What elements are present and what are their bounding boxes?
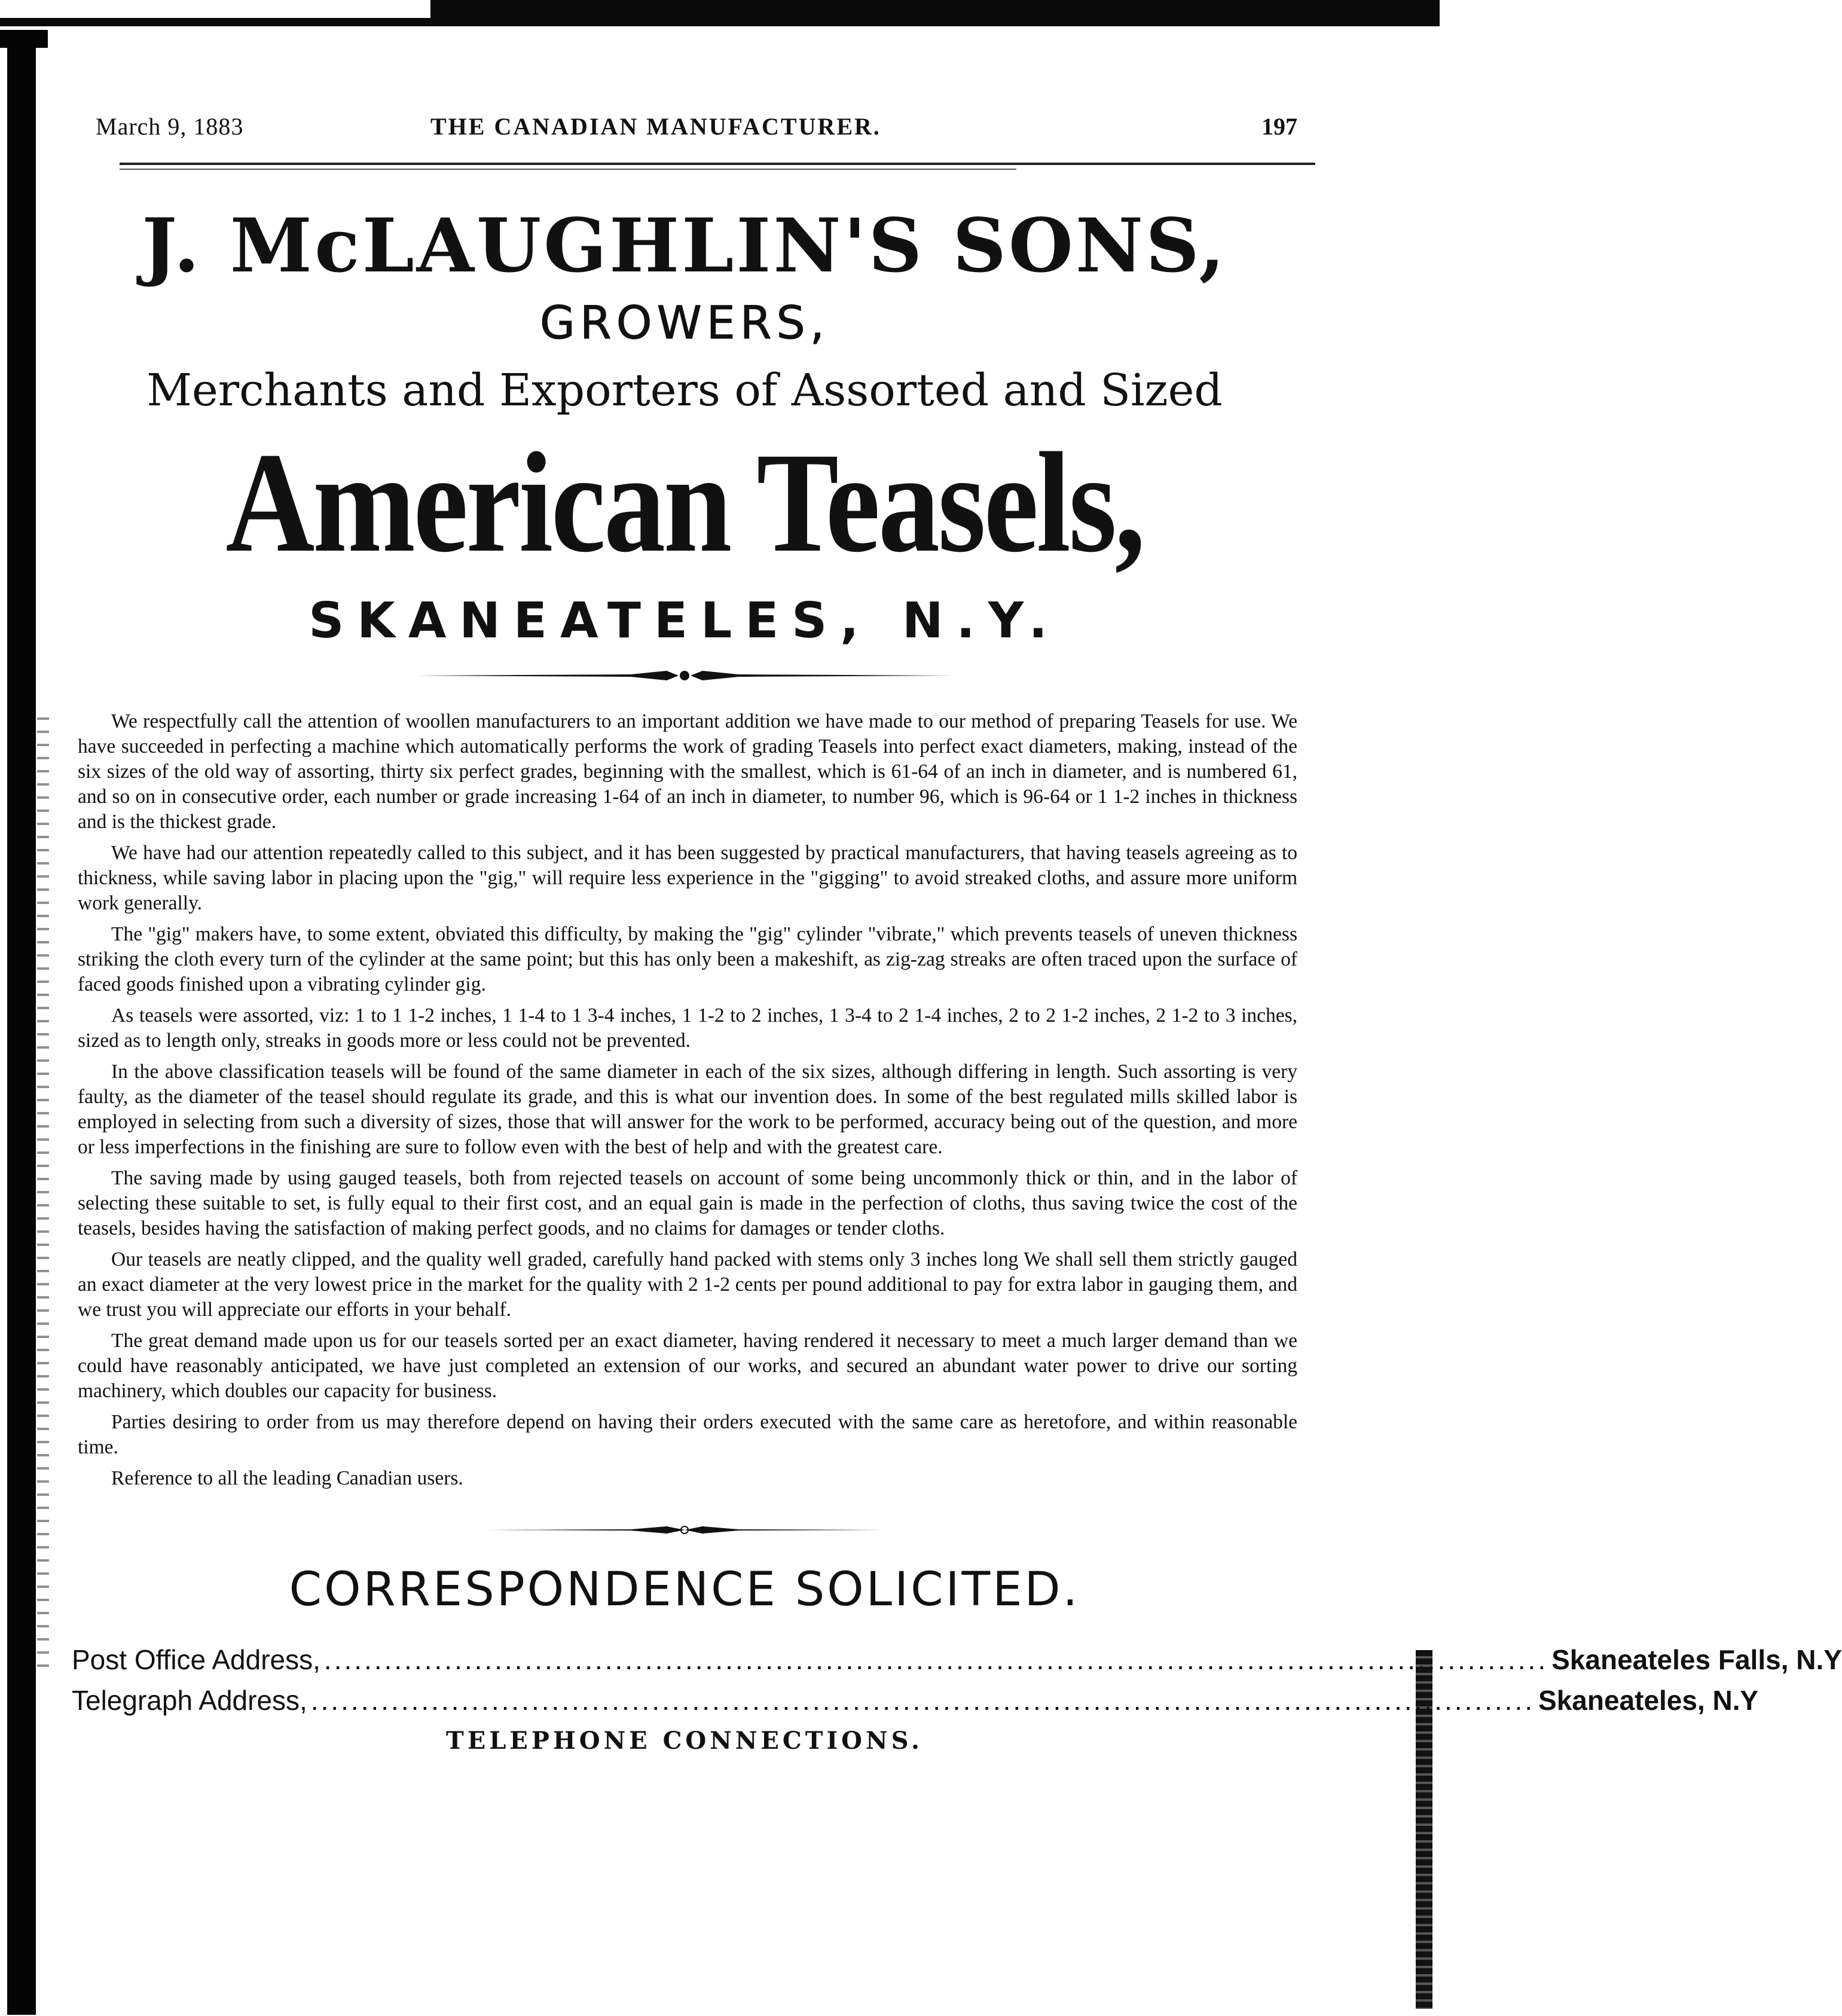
merchants-line: Merchants and Exporters of Assorted and Sized xyxy=(146,365,1223,416)
header-publication: THE CANADIAN MANUFACTURER. xyxy=(430,113,881,140)
leader-dots: .......................................................................................................................... xyxy=(323,1644,1548,1675)
body-paragraph: We respectfully call the attention of woollen manufacturers to an important addition we have made to our method of preparing Teasels for use. We have succeeded in perfecting a machine which automatically performs the work of grading Teasels into perfect exact diameters, making, instead of the six sizes of the old way of assorting, thirty six perfect grades, beginning with the smallest, which is 61-64 of an inch in diameter, and is numbered 61, and so on in consecutive order, each number or grade increasing 1-64 of an inch in diameter, to number 96, which is 96-64 or 1 1-2 inches in thickness and is the thickest grade. xyxy=(78,710,1297,833)
telegraph-address-row xyxy=(72,1680,1759,1721)
body-paragraph: Parties desiring to order from us may therefore depend on having their orders executed with the same care as heretofore, and within reasonable time. xyxy=(78,1411,1297,1458)
post-office-label: Post Office Address, xyxy=(72,1644,320,1675)
scan-top-edge xyxy=(0,0,1440,26)
body-paragraph: Our teasels are neatly clipped, and the quality well graded, carefully hand packed with stems only 3 inches long We shall sell them strictly gauged an exact diameter at the very lowest price in the market for the quality with 2 1-2 cents per pound additional to pay for extra labor in gauging them, and we trust you will appreciate our efforts in your behalf. xyxy=(78,1248,1297,1321)
telegraph-value: Skaneateles, N.Y xyxy=(1538,1685,1759,1716)
scan-speckle xyxy=(37,717,49,1674)
header-rule xyxy=(120,163,1315,165)
header-date: March 9, 1883 xyxy=(96,113,244,140)
correspondence-heading: CORRESPONDENCE SOLICITED. xyxy=(289,1563,1080,1617)
location-heading: SKANEATELES, N.Y. xyxy=(308,592,1061,649)
header-rule-thin xyxy=(120,169,1016,170)
firm-name: J. McLAUGHLIN'S SONS, xyxy=(142,203,1227,289)
body-paragraph: We have had our attention repeatedly called to this subject, and it has been suggested by practical manufacturers, that having teasels agreeing as to thickness, while saving labor in placing upon the "gig," will require less experience in the "gigging" to avoid streaked cloths, and assure more uniform work generally. xyxy=(78,842,1297,914)
leader-dots: .......................................................................................................................... xyxy=(310,1685,1535,1716)
post-office-value: Skaneateles Falls, N.Y xyxy=(1551,1644,1842,1675)
body-paragraph: Reference to all the leading Canadian users. xyxy=(111,1467,463,1489)
product-heading: American Teasels, xyxy=(225,423,1144,582)
address-block xyxy=(72,1639,1842,1721)
body-paragraph: The saving made by using gauged teasels, both from rejected teasels on account of some being uncommonly thick or thin, and in the labor of selecting these suitable to set, is fully equal to their first cost, and an equal gain is made in the perfection of cloths, thus saving twice the cost of the teasels, besides having the satisfaction of making perfect goods, and no claims for damages or tender cloths. xyxy=(78,1167,1297,1239)
ornament-divider xyxy=(416,668,954,683)
ornament-divider-small xyxy=(487,1523,882,1537)
scan-left-edge xyxy=(7,42,36,2015)
body-paragraph: The "gig" makers have, to some extent, obviated this difficulty, by making the "gig" cylinder "vibrate," which prevents teasels of uneven thickness striking the cloth every turn of the cylinder at the same point; but this has only been a makeshift, as zig-zag streaks are often traced upon the surface of faced goods finished upon a vibrating cylinder gig. xyxy=(78,923,1297,995)
body-paragraph: The great demand made upon us for our teasels sorted per an exact diameter, having rendered it necessary to meet a much larger demand than we could have reasonably anticipated, we have just completed an extension of our works, and secured an abundant water power to drive our sorting machinery, which doubles our capacity for business. xyxy=(78,1330,1297,1402)
telegraph-label: Telegraph Address, xyxy=(72,1685,307,1716)
post-office-address-row xyxy=(72,1639,1842,1680)
advertisement-body xyxy=(72,709,1297,1491)
growers-heading: GROWERS, xyxy=(540,296,829,349)
telephone-line: TELEPHONE CONNECTIONS. xyxy=(446,1727,923,1755)
advertisement-page xyxy=(72,102,1842,1755)
body-paragraph: In the above classification teasels will be found of the same diameter in each of the six sizes, although differing in length. Such assorting is very faulty, as the diameter of the teasel should regulate its grade, and this is what our invention does. In some of the best regulated mills skilled labor is employed in selecting from such a diversity of sizes, those that will answer for the work to be performed, accuracy being out of the question, and more or less imperfections in the finishing are sure to follow even with the best of help and with the greatest care. xyxy=(78,1061,1297,1158)
running-header xyxy=(72,102,1297,149)
body-paragraph: As teasels were assorted, viz: 1 to 1 1-2 inches, 1 1-4 to 1 3-4 inches, 1 1-2 to 2 inches, 1 3-4 to 2 1-4 inches, 2 to 2 1-2 inches, 2 1-2 to 3 inches, sized as to length only, streaks in goods more or less could not be prevented. xyxy=(78,1004,1297,1052)
header-page-number: 197 xyxy=(1261,113,1297,140)
